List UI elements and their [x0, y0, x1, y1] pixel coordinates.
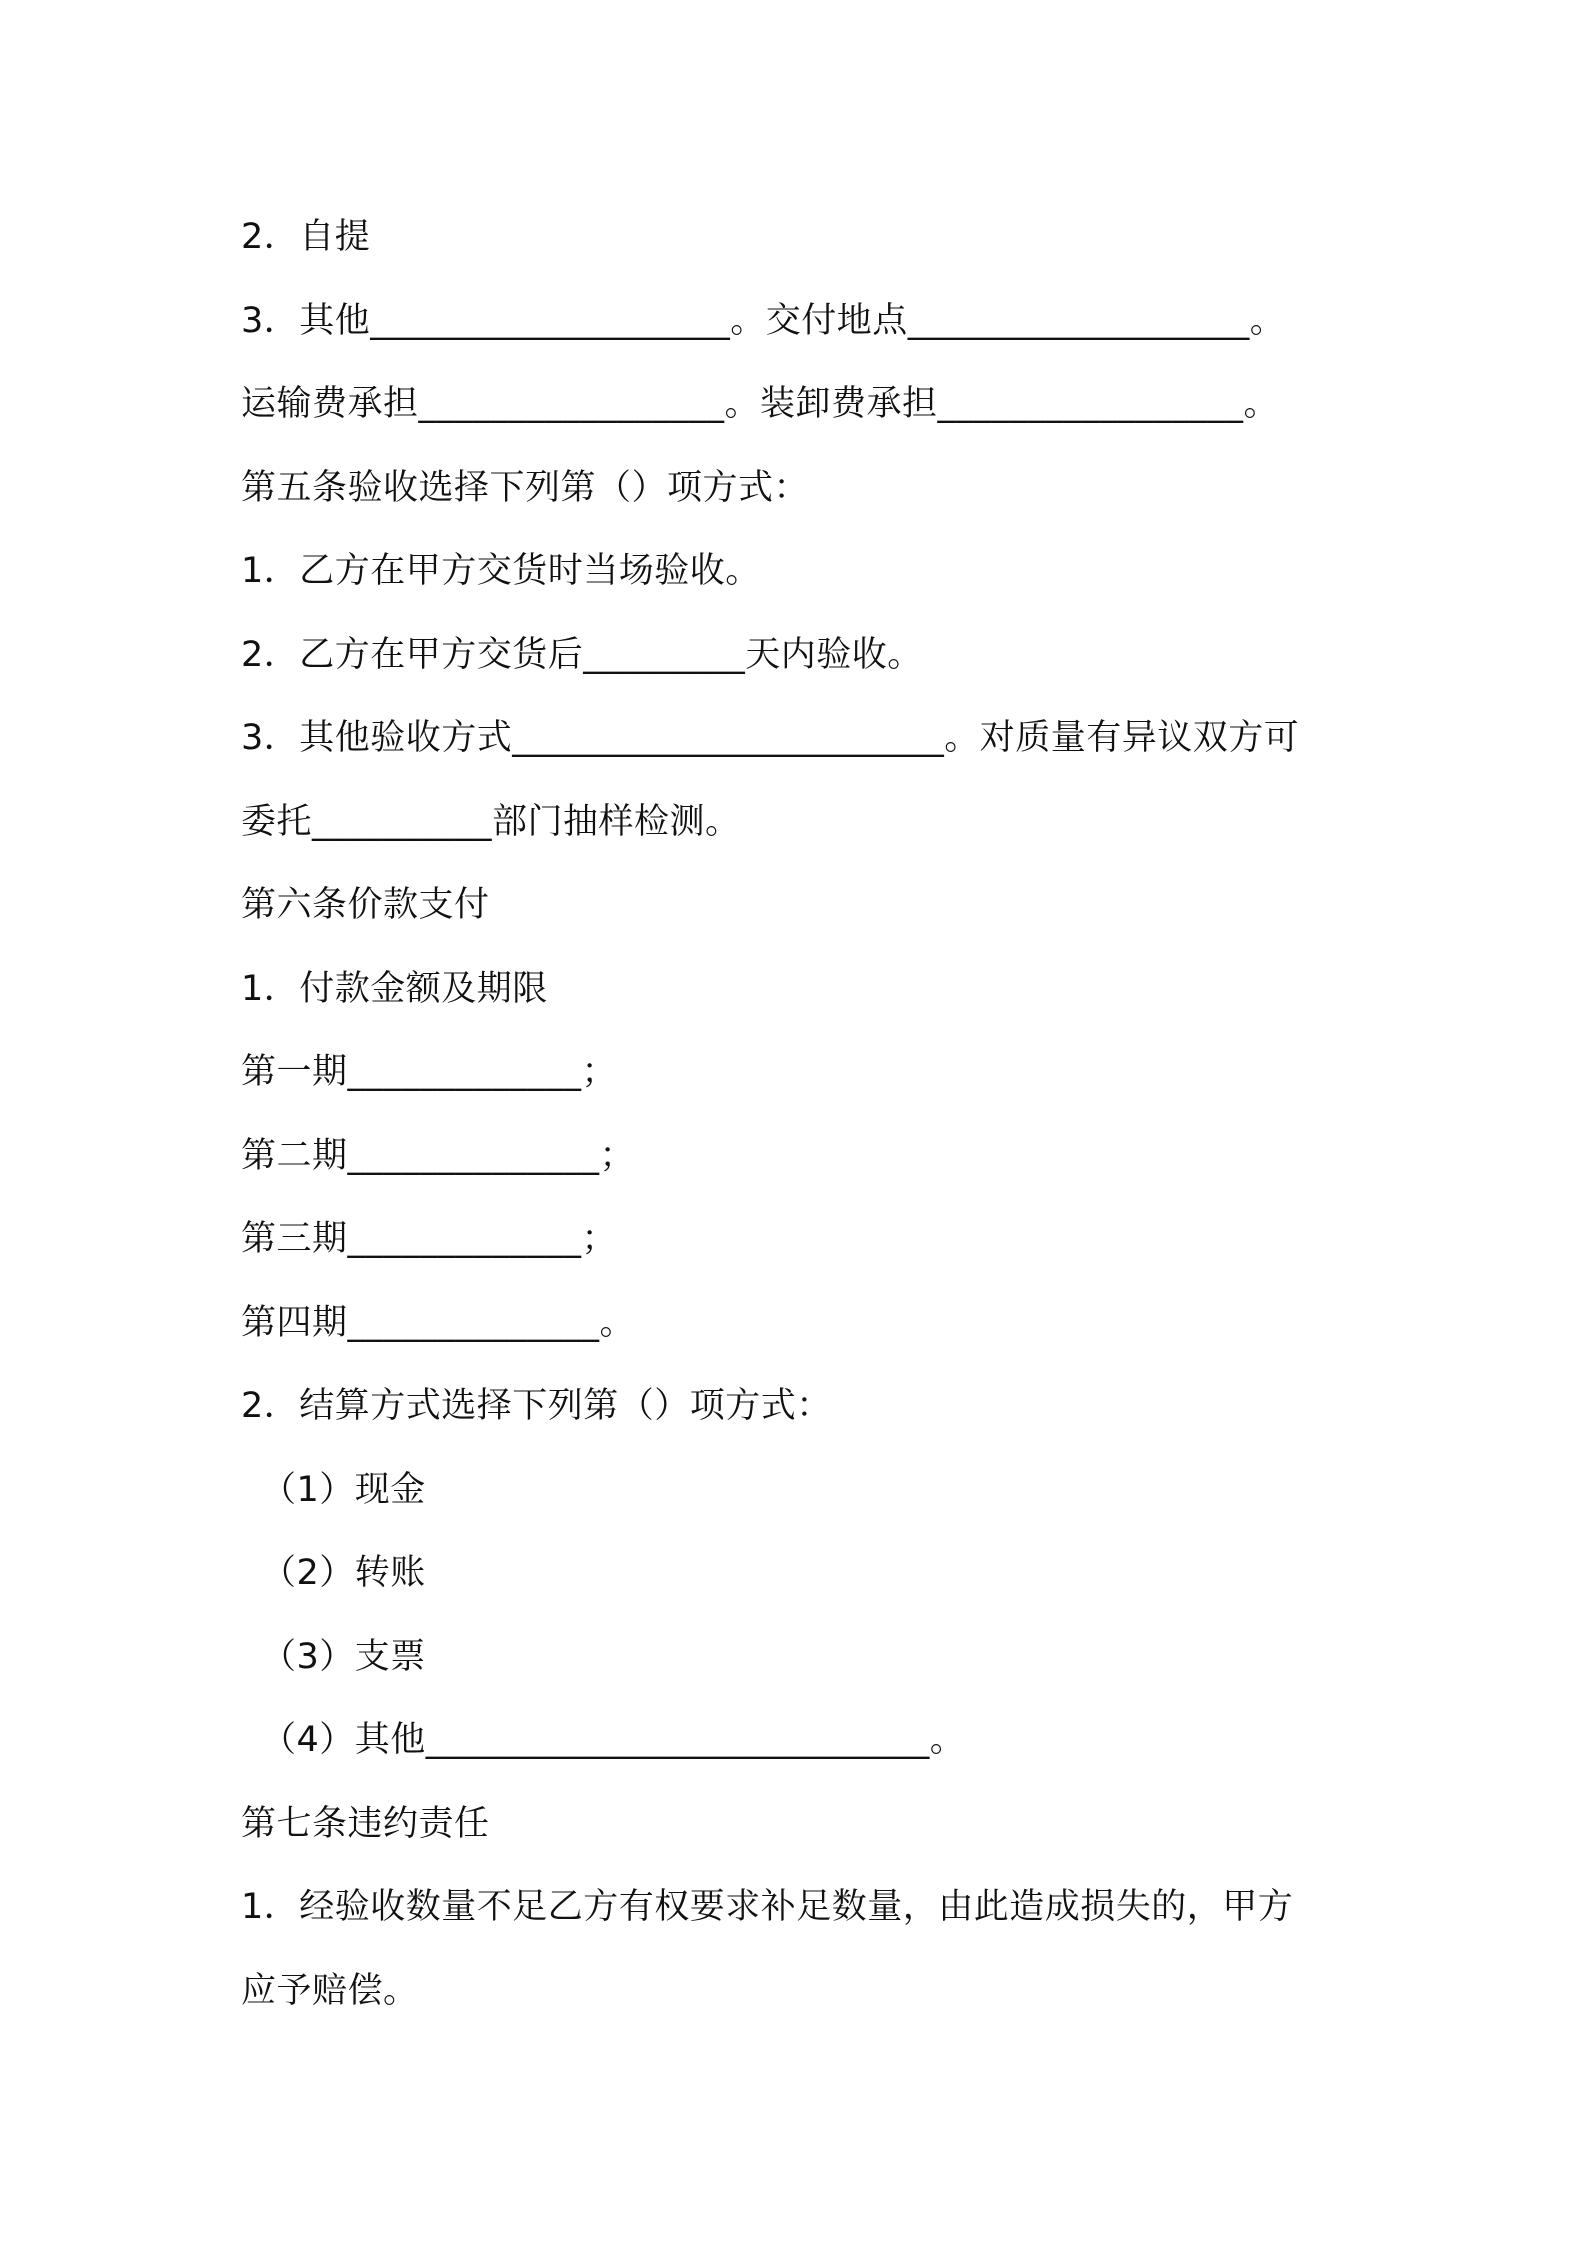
- text-line: 1．经验收数量不足乙方有权要求补足数量，由此造成损失的，甲方: [241, 1887, 1294, 1927]
- list-item: （4）其他____________________________。: [261, 1720, 966, 1760]
- text-line: 2．自提: [241, 217, 371, 257]
- list-item: （2）转账: [261, 1553, 426, 1593]
- list-item: （3）支票: [261, 1636, 426, 1677]
- section-heading: 第六条价款支付: [241, 885, 490, 925]
- text-line: 第三期_____________；: [241, 1219, 618, 1259]
- text-line: 运输费承担_________________。装卸费承担_________________。: [241, 384, 1280, 424]
- text-line: 第一期_____________；: [241, 1052, 618, 1092]
- section-heading: 第七条违约责任: [241, 1803, 490, 1844]
- document-body: [241, 196, 1361, 2033]
- text-line: 1．付款金额及期限: [241, 968, 548, 1009]
- text-line: 委托__________部门抽样检测。: [241, 801, 741, 842]
- text-line: 应予赔偿。: [241, 1970, 419, 2011]
- text-line: 1．乙方在甲方交货时当场验收。: [241, 551, 761, 591]
- text-line: 2．结算方式选择下列第（）项方式：: [241, 1386, 832, 1426]
- list-item: （1）现金: [261, 1469, 426, 1510]
- text-line: 2．乙方在甲方交货后_________天内验收。: [241, 634, 923, 675]
- section-heading: 第五条验收选择下列第（）项方式：: [241, 467, 810, 508]
- text-line: 第四期______________。: [241, 1302, 636, 1343]
- text-line: 第二期______________；: [241, 1135, 636, 1176]
- text-line: 3．其他____________________。交付地点___________________。: [241, 300, 1286, 341]
- text-line: 3．其他验收方式________________________。对质量有异议双方可: [241, 718, 1300, 758]
